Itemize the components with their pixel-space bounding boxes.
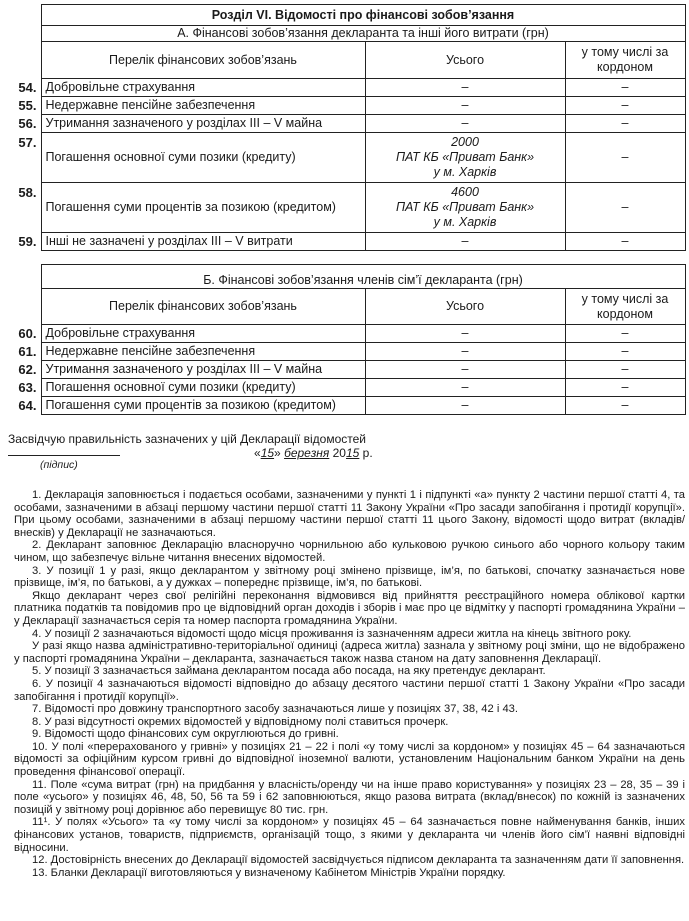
table-row [8,397,685,415]
row-number: 54. [8,79,41,97]
table-row [8,325,685,343]
table-row [8,379,685,397]
row-number: 64. [8,397,41,415]
row-total: – [365,97,565,115]
row-label: Добровільне страхування [41,325,365,343]
date-block [254,446,373,460]
row-abroad: – [565,325,685,343]
row-abroad: – [565,79,685,97]
note-paragraph: 5. У позиції 3 зазначається займана декларантом посада або посада, на яку претендує декларант. [32,665,546,678]
note-paragraph: Якщо декларант через свої релігійні переконання відмовився від прийняття реєстраційного номера облікової картки платника податків та повідомив про це відповідний орган доходів і зборів і має про це відмітку у паспорті громадянина України – у Декларації зазначається серія та номер паспорта громадянина України. [14,589,685,627]
certify-text: Засвідчую правильність зазначених у цій Декларації відомостей [8,432,366,446]
date-quote-open: « [254,446,261,460]
row-abroad: – [565,97,685,115]
table-part-b [8,264,686,415]
part-b-header-total: Усього [365,289,565,325]
row-label: Погашення суми процентів за позикою (кредитом) [41,397,365,415]
notes [14,489,685,879]
row-total [365,183,565,233]
signature-hint: (підпис) [40,459,78,471]
note-paragraph: 6. У позиції 4 зазначаються відомості відповідно до абзацу десятого частини першої статті 1 Закону України «Про засади запобігання і протидії корупції». [14,677,685,703]
row-total [365,133,565,183]
interest-bank: ПАТ КБ «Приват Банк» [395,200,535,214]
table-row [8,343,685,361]
note-paragraph: 13. Бланки Декларації виготовляються у визначеному Кабінетом Міністрів України порядку. [32,866,506,879]
row-abroad: – [565,115,685,133]
note-paragraph: 11. Поле «сума витрат (грн) на придбання у власність/оренду чи на інше право користування» у позиціях 23 – 28, 35 – 39 і поле «усього» у позиціях 46, 48, 50, 56 та 59 і 62 заповнюються, якщо разова витрата (вклад/внесок) по кожній із зазначених позицій у звітному році дорівнює або перевищує 80 тис. грн. [14,778,685,816]
row-abroad: – [565,379,685,397]
note-paragraph: 11¹. У полях «Усього» та «у тому числі за кордоном» у позиціях 45 – 64 зазначається повне найменування банків, інших фінансових установ, товариств, підприємств, організацій тощо, з якими у декларанта чи членів його сім’ї наявні відповідні відносини. [14,816,685,854]
table-row [8,133,685,183]
row-label: Утримання зазначеного у розділах III – V майна [41,115,365,133]
row-abroad: – [565,361,685,379]
loan-bank: ПАТ КБ «Приват Банк» [395,150,535,164]
row-abroad: – [565,233,685,251]
table-row [8,183,685,233]
row-label: Погашення основної суми позики (кредиту) [41,133,365,183]
row-total: – [365,343,565,361]
date-day: 15 [260,446,275,460]
row-number: 58. [8,183,41,233]
note-paragraph: 7. Відомості про довжину транспортного засобу зазначаються лише у позиціях 37, 38, 42 і 43. [32,703,518,716]
row-abroad: – [565,133,685,183]
row-total: – [365,379,565,397]
table-part-a [8,4,686,251]
section-title: Розділ VI. Відомості про фінансові зобов’язання [41,5,685,26]
row-label: Недержавне пенсійне забезпечення [41,97,365,115]
part-b-header-list: Перелік фінансових зобов’язань [41,289,365,325]
row-total: – [365,397,565,415]
date-quote-close: » [274,446,285,460]
row-number: 55. [8,97,41,115]
note-paragraph: 10. У полі «перерахованого у гривні» у позиціях 21 – 22 і полі «у тому числі за кордоном» у позиціях 45 – 64 зазначаються відомості за офіційним курсом гривні до відповідної іноземної валюти, установленим Національним банком України на день проведення фінансової операції. [14,740,685,779]
row-number: 57. [8,133,41,183]
note-paragraph: 9. Відомості щодо фінансових сум округлюються до гривні. [32,728,339,741]
note-paragraph: 2. Декларант заповнює Декларацію власноручно чорнильною або кульковою ручкою синього або чорного кольору таким чином, що забезпечує вільне читання внесених відомостей. [14,539,685,564]
row-abroad: – [565,397,685,415]
date-suffix: р. [359,446,373,460]
row-number: 61. [8,343,41,361]
loan-amount: 2000 [451,135,479,149]
note-paragraph: 1. Декларація заповнюється і подається особами, зазначеними у пункті 1 і підпункті «а» пункту 2 частини першої статті 4, та особами, зазначеними в абзаці першому частини першої статті 11 Закону України «Про засади запобігання і протидії корупції». При цьому особами, зазначеними в абзаці першому частини першої статті 11 цього Закону, відомості щодо витрат (вкладів/внесків) у Декларації не зазначаються. [14,489,685,539]
row-label: Погашення суми процентів за позикою (кредитом) [41,183,365,233]
row-label: Утримання зазначеного у розділах III – V майна [41,361,365,379]
table-row [8,115,685,133]
note-paragraph: 4. У позиції 2 зазначаються відомості щодо місця проживання із зазначенням адреси житла на кінець звітного року. [32,627,632,640]
table-row [8,79,685,97]
row-label: Інші не зазначені у розділах III – V витрати [41,233,365,251]
table-row [8,233,685,251]
interest-amount: 4600 [451,185,479,199]
row-abroad: – [565,183,685,233]
row-label: Недержавне пенсійне забезпечення [41,343,365,361]
part-a-header-abroad: у тому числі за кордоном [565,42,685,79]
row-total: – [365,325,565,343]
part-b-title: Б. Фінансові зобов’язання членів сім’ї декларанта (грн) [41,265,685,289]
part-a-title: А. Фінансові зобов’язання декларанта та інші його витрати (грн) [41,26,685,42]
row-number: 59. [8,233,41,251]
date-month: березня [284,446,330,460]
date-year-prefix: 20 [329,446,346,460]
row-number: 63. [8,379,41,397]
date-year: 15 [345,446,360,460]
table-row [8,361,685,379]
part-a-header-total: Усього [365,42,565,79]
interest-city: у м. Харків [433,215,497,229]
row-total: – [365,79,565,97]
part-b-header-abroad: у тому числі за кордоном [565,289,685,325]
row-number: 60. [8,325,41,343]
row-total: – [365,361,565,379]
note-paragraph: У разі якщо назва адміністративно-територіальної одиниці (адреса житла) зазнала у звітному році зміни, що не відображено у паспорті громадянина України – декларанта, зазначається також назва станом на дату заповнення Декларації. [14,640,685,665]
signature-line [8,455,120,456]
row-total: – [365,233,565,251]
row-abroad: – [565,343,685,361]
row-number: 62. [8,361,41,379]
note-paragraph: 8. У разі відсутності окремих відомостей у відповідному полі ставиться прочерк. [32,715,449,728]
note-paragraph: 12. Достовірність внесених до Декларації відомостей засвідчується підписом декларанта та зазначенням дати її заповнення. [32,854,685,867]
row-total: – [365,115,565,133]
row-label: Добровільне страхування [41,79,365,97]
loan-city: у м. Харків [433,165,497,179]
row-label: Погашення основної суми позики (кредиту) [41,379,365,397]
row-number: 56. [8,115,41,133]
note-paragraph: 3. У позиції 1 у разі, якщо декларантом у звітному році змінено прізвище, ім’я, по батькові, спочатку зазначається нове прізвище, ім’я, по батькові, а у дужках – попереднє прізвище, ім’я, по батькові. [14,564,685,590]
part-a-header-list: Перелік фінансових зобов’язань [41,42,365,79]
table-row [8,97,685,115]
